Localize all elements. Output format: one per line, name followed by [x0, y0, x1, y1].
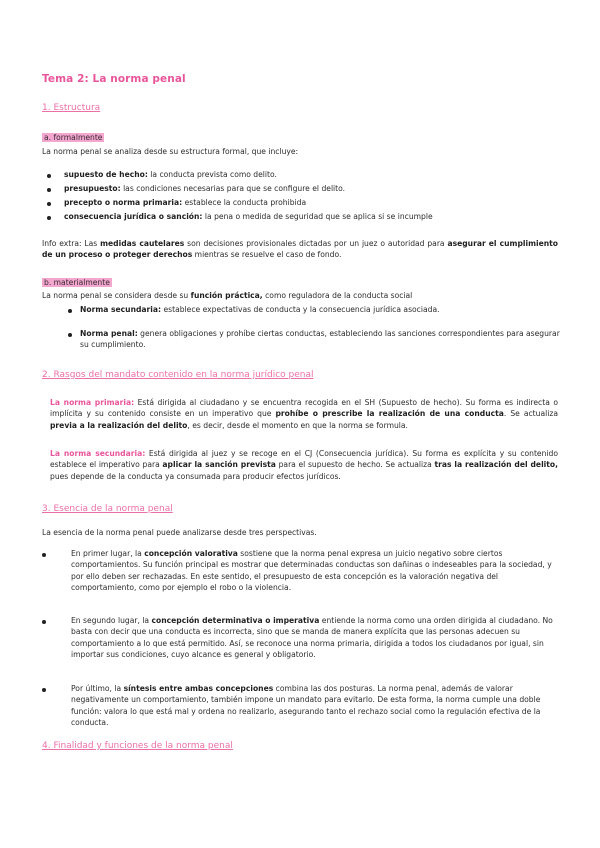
info-extra-paragraph: Info extra: Las medidas cautelares son decisiones provisionales dictadas por un juez o autoridad para asegurar el cumplimiento de un proceso o proteger derechos mientras se resuelve el caso de fondo.	[42, 239, 558, 260]
bullet-icon	[47, 188, 51, 192]
subsection-b-intro: La norma penal se considera desde su función práctica, como reguladora de la conducta social	[42, 291, 413, 300]
bullet-icon	[68, 309, 72, 313]
section-heading-1: 1. Estructura	[42, 103, 101, 113]
section-heading-3: 3. Esencia de la norma penal	[42, 504, 173, 514]
norma-primaria-paragraph: La norma primaria: Está dirigida al ciudadano y se encuentra recogida en el SH (Supuesto de hecho). Su forma es indirecta o implícita y su contenido consiste en un imperativo que prohíbe o prescribe la realización de una conducta. Se actualiza previa a la realización del delito, es decir, desde el momento en que la norma se formula.	[50, 398, 558, 430]
bullet-icon	[47, 216, 51, 220]
perspective-paragraph: En primer lugar, la concepción valorativa sostiene que la norma penal expresa un juicio negativo sobre ciertos comportamientos. Su función principal es mostrar que determinadas conductas son dañinas o indeseables para la sociedad, y por ello deben ser rechazadas. En este sentido, el presupuesto de esta concepción es la valoración negativa del comportamiento, como por ejemplo el robo o la violencia.	[71, 549, 552, 593]
section-heading-4: 4. Finalidad y funciones de la norma penal	[42, 741, 233, 751]
bullet-icon	[42, 688, 46, 692]
list-item: consecuencia jurídica o sanción: la pena o medida de seguridad que se aplica si se incumple	[64, 212, 433, 221]
norma-secundaria-paragraph: La norma secundaria: Está dirigida al juez y se recoge en el CJ (Consecuencia jurídica). Su forma es explícita y su contenido establece el imperativo para aplicar la sanción prevista para el supuesto de hecho. Se actualiza tras la realización del delito, pues depende de la conducta ya consumada para producir efectos jurídicos.	[50, 449, 559, 481]
bullet-icon	[47, 174, 51, 178]
list-item: supuesto de hecho: la conducta prevista como delito.	[64, 170, 277, 179]
perspective-paragraph: En segundo lugar, la concepción determinativa o imperativa entiende la norma como una orden dirigida al ciudadano. No basta con decir que una conducta es incorrecta, sino que se manda de manera explícita que las personas adecuen su comportamiento a lo que está permitido. Así, se reconoce una norma primaria, dirigida a todos los ciudadanos por igual, sin importar sus condiciones, cuyo alcance es general y obligatorio.	[71, 616, 553, 660]
highlight-label: b. materialmente	[44, 278, 110, 287]
subsection-a-intro: La norma penal se analiza desde su estructura formal, que incluye:	[42, 147, 299, 156]
subsection-label-a	[42, 132, 104, 143]
section-heading-2: 2. Rasgos del mandato contenido en la norma jurídico penal	[42, 370, 314, 380]
bullet-icon	[42, 620, 46, 624]
bullet-icon	[42, 553, 46, 557]
page-title: Tema 2: La norma penal	[42, 73, 186, 85]
bullet-icon	[68, 333, 72, 337]
perspective-paragraph: Por último, la síntesis entre ambas concepciones combina las dos posturas. La norma penal, además de valorar negativamente un comportamiento, también impone un mandato para evitarlo. De esta forma, la norma cumple una doble función: valora lo que está mal y ordena no realizarlo, asegurando tanto el rechazo social como la regulación efectiva de la conducta.	[71, 684, 541, 728]
subsection-label-b	[42, 277, 112, 288]
list-item: presupuesto: las condiciones necesarias para que se configure el delito.	[64, 184, 346, 193]
highlight-label: a. formalmente	[44, 133, 103, 142]
section-3-intro: La esencia de la norma penal puede analizarse desde tres perspectivas.	[42, 528, 317, 537]
list-item: Norma secundaria: establece expectativas de conducta y la consecuencia jurídica asociada.	[80, 305, 440, 314]
bullet-icon	[47, 202, 51, 206]
list-item: Norma penal: genera obligaciones y prohíbe ciertas conductas, estableciendo las sanciones correspondientes para asegurar su cumplimiento.	[80, 329, 560, 350]
list-item: precepto o norma primaria: establece la conducta prohibida	[64, 198, 307, 207]
